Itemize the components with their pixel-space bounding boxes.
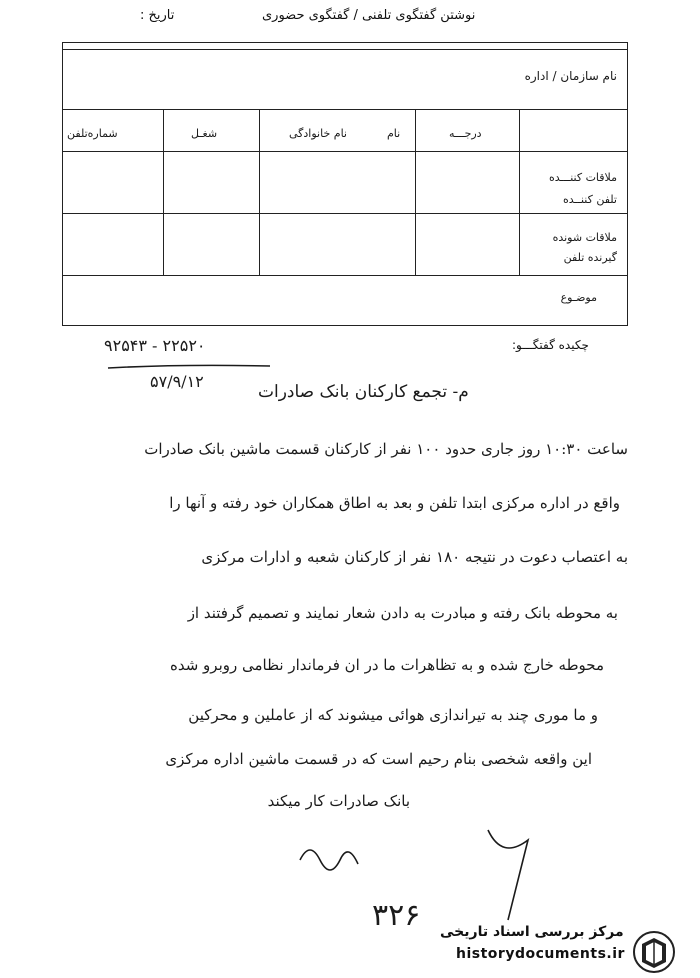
body-line: محوطه خارج شده و به تظاهرات ما در ان فرماندار نظامی روبرو شده [169, 656, 604, 674]
body-line: به اعتصاب دعوت در نتیجه ۱۸۰ نفر از کارکنان شعبه و ادارات مرکزی [201, 548, 628, 566]
subject-label: موضـوع [560, 291, 597, 304]
row-visitor-label: ملاقات کننـــده [549, 171, 617, 184]
col-rank: درجـــه [449, 127, 482, 140]
handwritten-date: ۵۷/۹/۱۲ [150, 372, 204, 391]
archive-name: مرکز بررسی اسناد تاریخی [440, 924, 624, 940]
form-title: نوشتن گفتگوی تلفنی / گفتگوی حضوری [262, 8, 476, 23]
summary-label: چکیده گفتگـــو: [512, 338, 589, 352]
org-label: نام سازمان / اداره [524, 69, 617, 83]
body-line: و ما موری چند به تیراندازی هوائی میشوند که از عاملین و محرکین [188, 706, 598, 724]
col-job: شغـل [191, 127, 218, 140]
date-label: تاریخ : [140, 8, 175, 23]
body-line: ساعت ۱۰:۳۰ روز جاری حدود ۱۰۰ نفر از کارکنان قسمت ماشین بانک صادرات [144, 440, 628, 458]
body-line: به محوطه بانک رفته و مبادرت به دادن شعار نمایند و تصمیم گرفتند از [187, 604, 618, 622]
col-name: نام [387, 127, 401, 140]
col-phone: شماره‌تلفن [67, 127, 118, 140]
reference-number: ۲۲۵۲۰ - ۹۲۵۴۳ [104, 336, 206, 355]
body-line: واقع در اداره مرکزی ابتدا تلفن و بعد به اطاق همکاران خود رفته و آنها را [169, 494, 620, 512]
row-receiver-label: گیرنده تلفن [563, 251, 617, 264]
handwritten-subject: م- تجمع کارکنان بانک صادرات [258, 382, 469, 402]
body-line: این واقعه شخصی بنام رحیم است که در قسمت ماشین اداره مرکزی [165, 750, 592, 768]
col-family-name: نام خانوادگی [289, 127, 347, 140]
archive-url: historydocuments.ir [456, 946, 625, 962]
row-visited-label: ملاقات شونده [552, 231, 617, 244]
body-line: بانک صادرات کار میکند [267, 792, 410, 810]
signature-number: ۳۲۶ [372, 898, 421, 933]
row-caller-label: تلفن کننــده [563, 193, 617, 206]
